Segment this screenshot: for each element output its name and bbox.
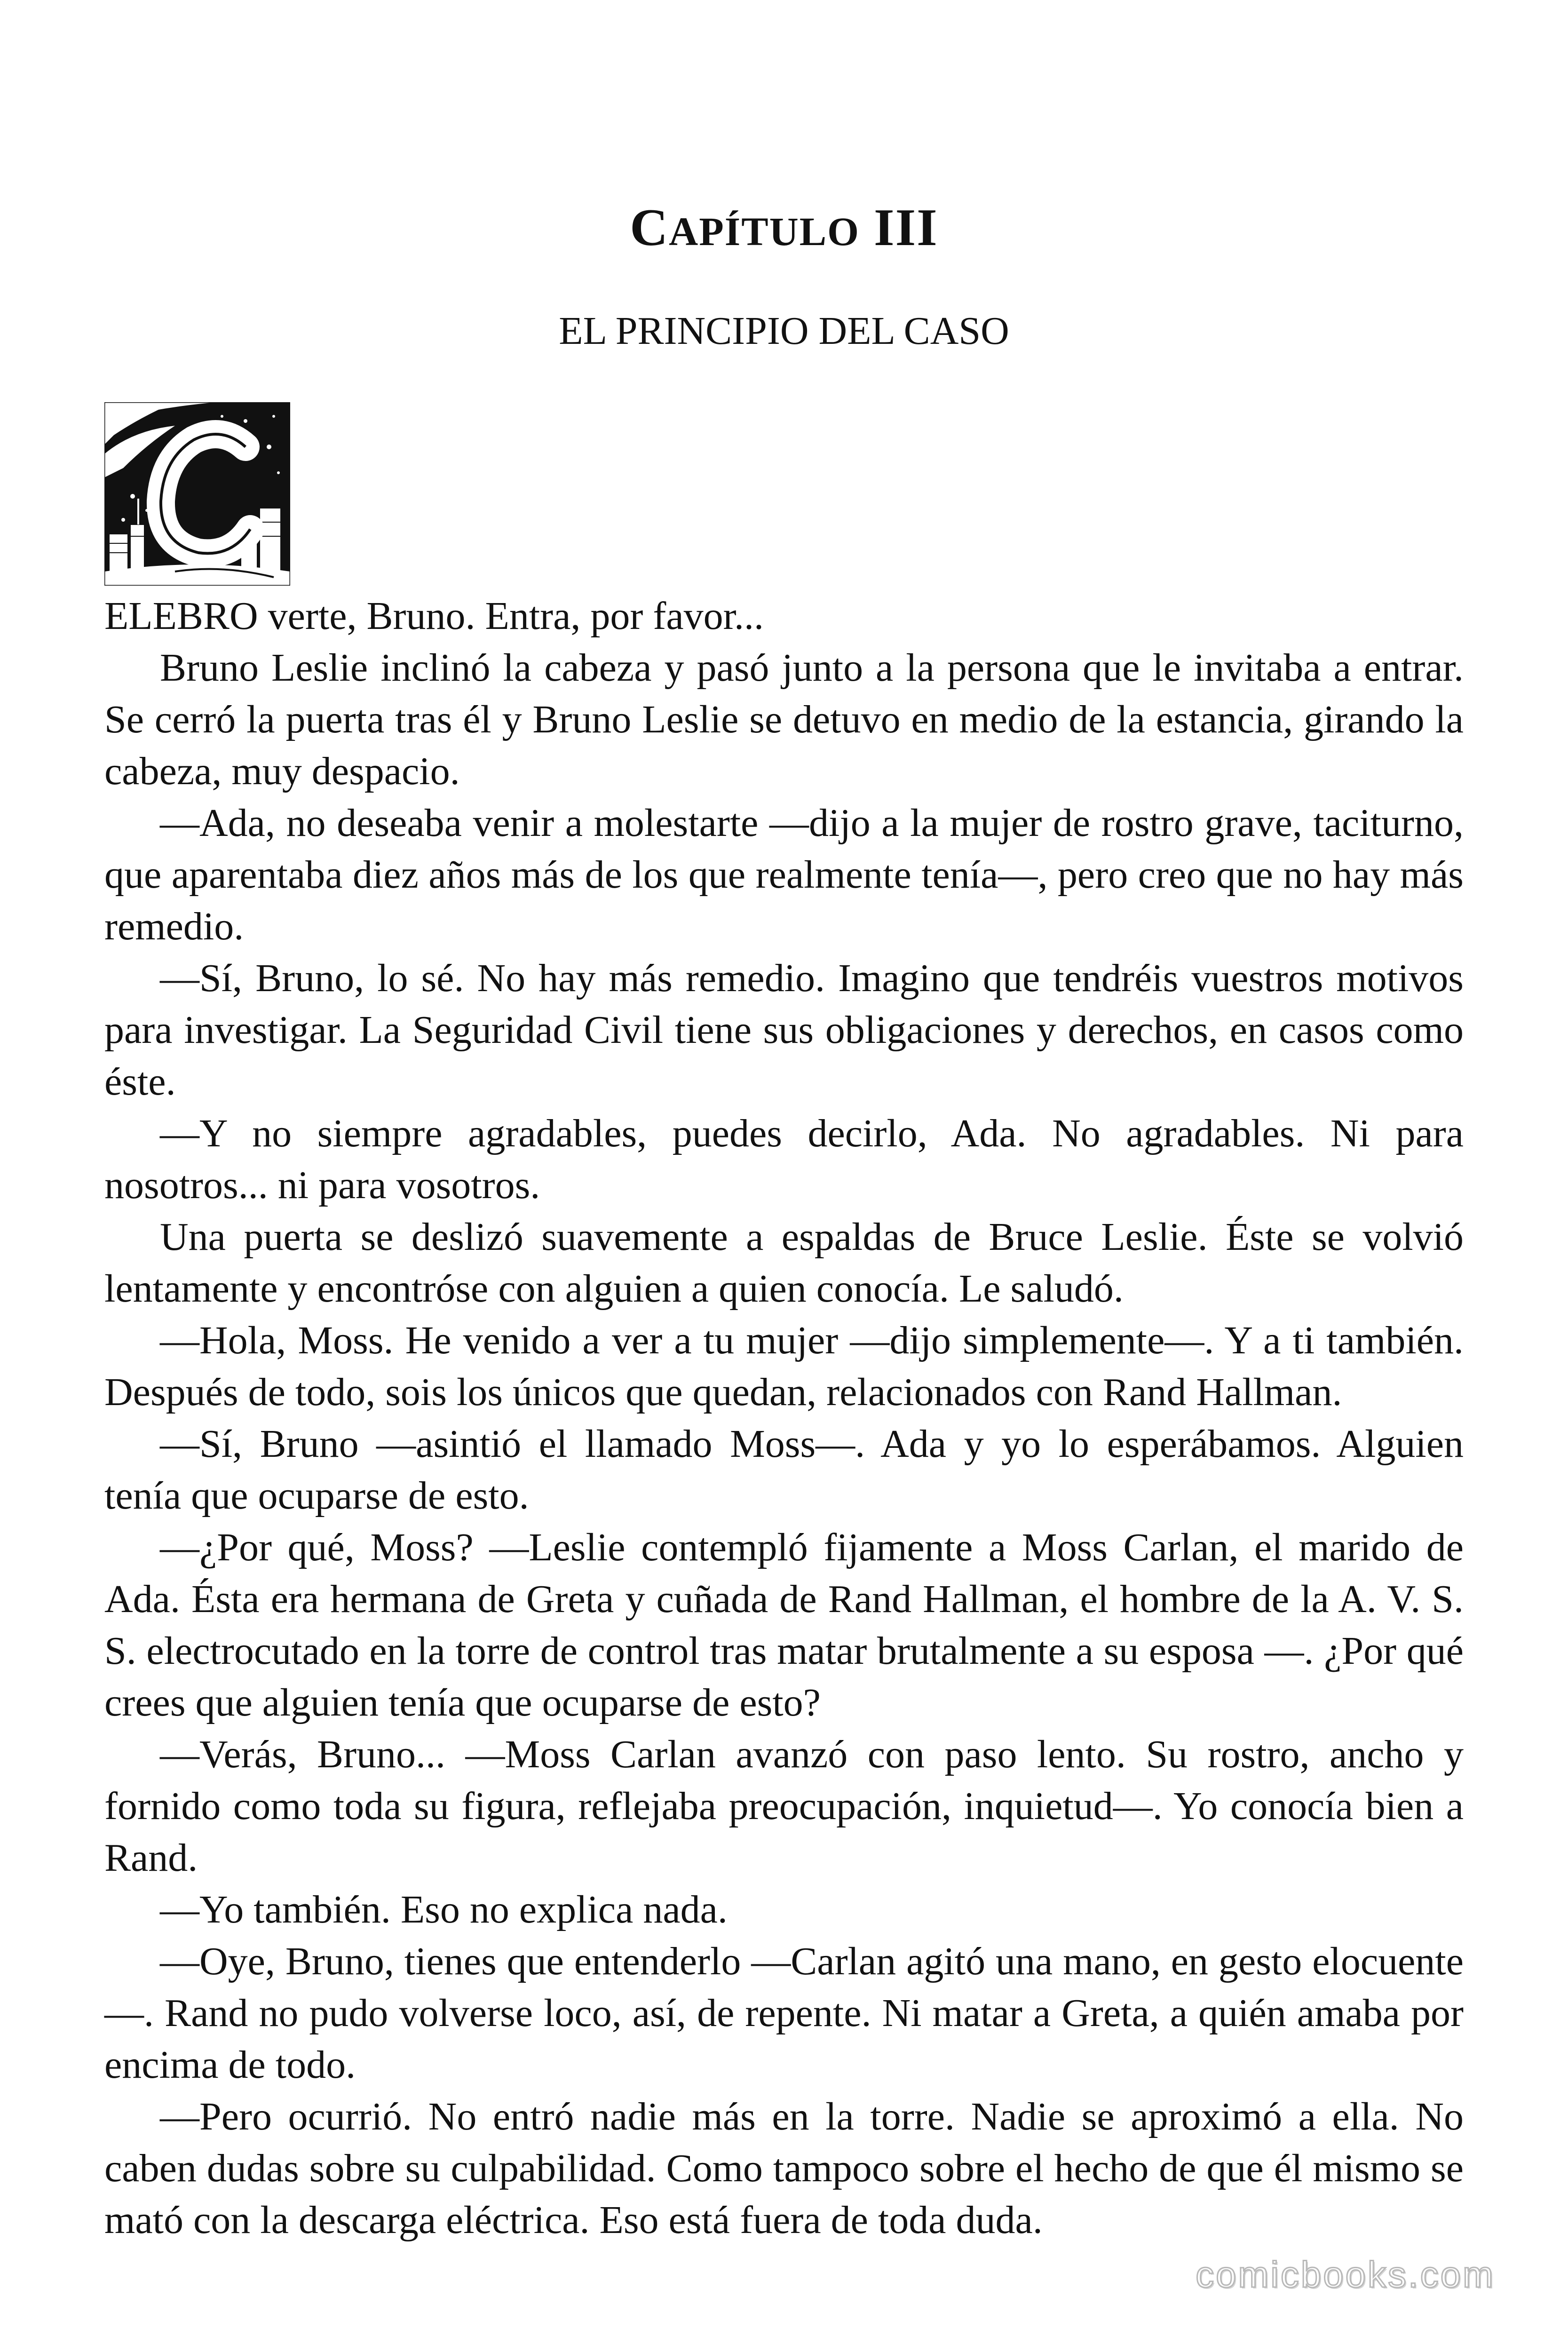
paragraph: Una puerta se deslizó suavemente a espaldas de Bruce Leslie. Éste se volvió lentamente y encontróse con alguien a quien conocía. Le saludó. — [104, 1215, 1464, 1311]
chapter-subtitle: EL PRINCIPIO DEL CASO — [559, 309, 1009, 353]
paragraph-opening: ELEBRO verte, Bruno. Entra, por favor... — [104, 594, 764, 638]
paragraph: —Y no siempre agradables, puedes decirlo, Ada. No agradables. Ni para nosotros... ni para vosotros. — [104, 1112, 1464, 1207]
chapter-number: III — [873, 199, 938, 257]
chapter-title-word: APÍTULO — [669, 209, 860, 254]
watermark: comicbooks.com — [1196, 2254, 1495, 2295]
paragraph: —Oye, Bruno, tienes que entenderlo —Carlan agitó una mano, en gesto elocuente—. Rand no pudo volverse loco, así, de repente. Ni matar a Greta, a quién amaba por encima de todo. — [104, 1939, 1464, 2087]
drop-cap-illustration — [104, 402, 290, 586]
paragraph: —Sí, Bruno —asintió el llamado Moss—. Ada y yo lo esperábamos. Alguien tenía que ocuparse de esto. — [104, 1422, 1464, 1518]
paragraph: Bruno Leslie inclinó la cabeza y pasó junto a la persona que le invitaba a entrar. Se cerró la puerta tras él y Bruno Leslie se detuvo en medio de la estancia, girando la cabeza, muy despacio. — [104, 646, 1464, 793]
paragraph: —Yo también. Eso no explica nada. — [160, 1888, 728, 1931]
paragraph: —Ada, no deseaba venir a molestarte —dijo a la mujer de rostro grave, taciturno, que aparentaba diez años más de los que realmente tenía—, pero creo que no hay más remedio. — [104, 801, 1464, 948]
chapter-title-initial: C — [630, 199, 669, 257]
paragraph: —Hola, Moss. He venido a ver a tu mujer —dijo simplemente—. Y a ti también. Después de todo, sois los únicos que quedan, relacionados con Rand Hallman. — [104, 1319, 1464, 1414]
chapter-title — [0, 198, 1568, 258]
paragraph: —Sí, Bruno, lo sé. No hay más remedio. Imagino que tendréis vuestros motivos para investigar. La Seguridad Civil tiene sus obligaciones y derechos, en casos como éste. — [104, 956, 1464, 1104]
body-text — [104, 590, 1464, 2246]
paragraph: —Pero ocurrió. No entró nadie más en la torre. Nadie se aproximó a ella. No caben dudas sobre su culpabilidad. Como tampoco sobre el hecho de que él mismo se mató con la descarga eléctrica. Eso está fuera de toda duda. — [104, 2095, 1464, 2242]
paragraph: —¿Por qué, Moss? —Leslie contempló fijamente a Moss Carlan, el marido de Ada. Ésta era hermana de Greta y cuñada de Rand Hallman, el hombre de la A. V. S. S. electrocutado en la torre de control tras matar brutalmente a su esposa —. ¿Por qué crees que alguien tenía que ocuparse de esto? — [104, 1526, 1464, 1724]
paragraph: —Verás, Bruno... —Moss Carlan avanzó con paso lento. Su rostro, ancho y fornido como toda su figura, reflejaba preocupación, inquietud—. Yo conocía bien a Rand. — [104, 1732, 1464, 1880]
